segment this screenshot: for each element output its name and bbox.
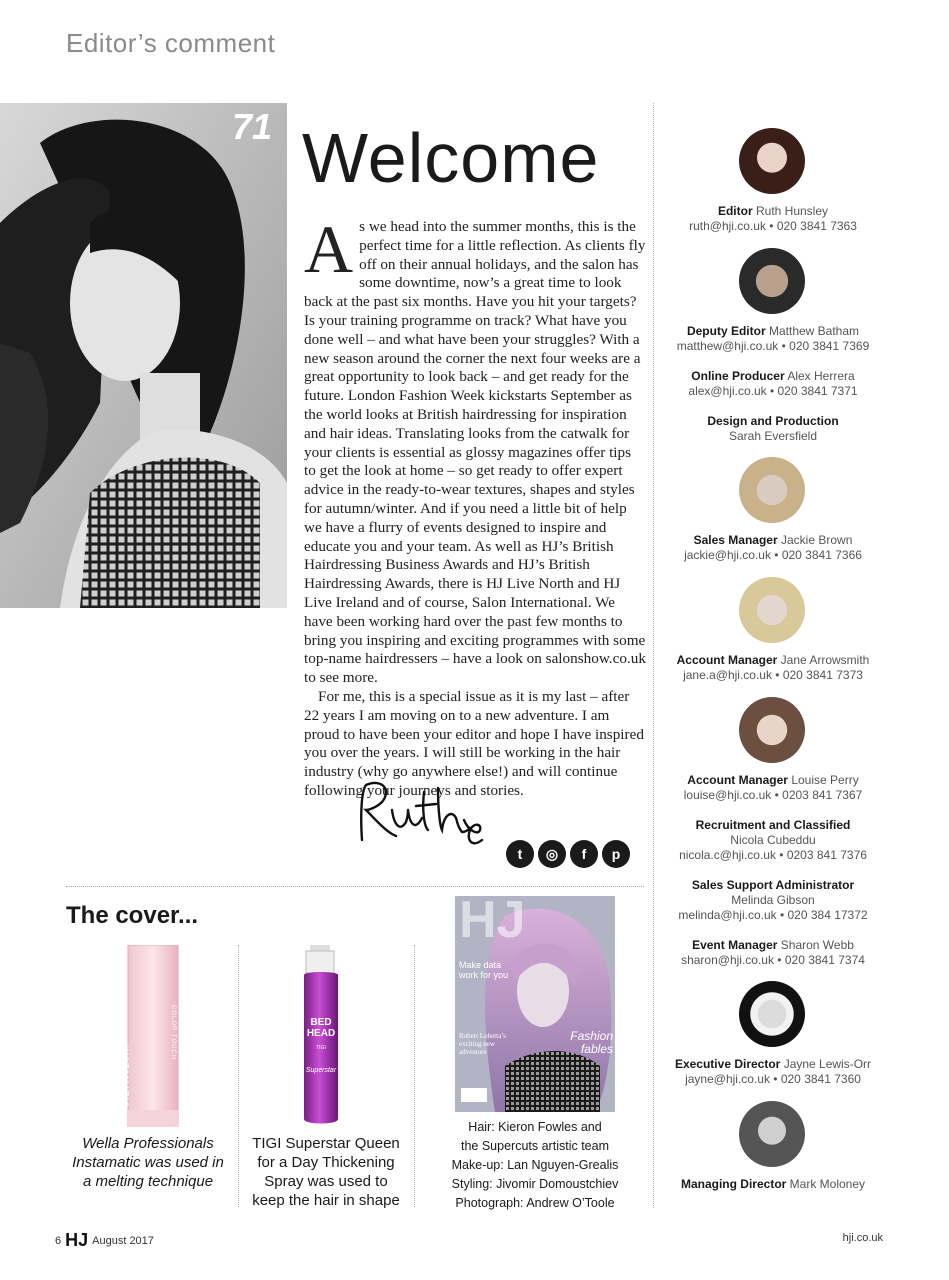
staff-entry-managing-director (663, 1177, 883, 1192)
cover-line-3: Robert Lobetta’s exciting new adventure (459, 1032, 506, 1056)
staff-avatar-executive-director (739, 981, 805, 1047)
column-divider (653, 103, 654, 1208)
staff-name: Jackie Brown (781, 533, 853, 547)
website-link[interactable]: hji.co.uk (842, 1232, 883, 1244)
staff-avatar-deputy-editor (739, 248, 805, 314)
staff-entry-event-manager (663, 938, 883, 968)
page-number: 6 (55, 1234, 62, 1247)
staff-role: Event Manager (692, 938, 778, 952)
paragraph-2: For me, this is a special issue as it is my last – after 22 years I am moving on to a new adventure. I am proud to have been your editor and hope I have inspired you over the years. I will still be working in the hair industry (why go anywhere else!) and will continue following your journeys and stories. (304, 687, 644, 799)
facebook-icon[interactable]: f (570, 840, 598, 868)
staff-entry-editor (663, 204, 883, 234)
staff-name: Alex Herrera (787, 369, 855, 383)
staff-entry-design-production (663, 414, 883, 444)
paragraph-1-text: s we head into the summer months, this is the perfect time for a little reflection. As clients fly off on their annual holidays, and the salon has some downtime, now’s a great time to look back at the past six months. Have you hit your targets? Is your training programme on track? What have you done well – and what have been your struggles? With a new season around the corner the next four weeks are a great opportunity to look back – and get ready for the future. London Fashion Week kickstarts September as the world looks at British hairdressing for inspiration and hair ideas. Translating looks from the catwalk for your clients is essential as glossy magazines offer tips to get the look at home – so get ready to offer expert advice in the ready-to-wear textures, shapes and styles for autumn/winter. And if you need a little bit of help we have a flurry of events designed to inspire and educate you and your team. As well as HJ’s British Hairdressing Business Awards and HJ’s British Hairdressing Awards, there is HJ Live North and HJ Live Ireland and of course, Salon International. We have been working hard over the past few months to bring you inspiring and exciting programmes with some top-name hairdressers – have a look on salonshow.co.uk to see more. (304, 218, 646, 687)
staff-avatar-managing-director (739, 1101, 805, 1167)
social-icons (506, 840, 630, 868)
section-label: Editor’s comment (66, 28, 276, 58)
staff-role: Managing Director (680, 1177, 787, 1191)
cover-line-1: Make data work for you (459, 960, 509, 980)
staff-contact: jackie@hji.co.uk • 020 3841 7366 (684, 548, 862, 562)
staff-name: Ruth Hunsley (755, 204, 829, 218)
staff-name: Matthew Batham (768, 324, 860, 338)
staff-contact: louise@hji.co.uk • 0203 841 7367 (683, 788, 863, 802)
staff-avatar-account-manager-1 (739, 577, 805, 643)
dropcap: A (304, 211, 354, 287)
cover-line-2: Fashion fables (570, 1029, 613, 1056)
staff-entry-deputy-editor (663, 324, 883, 354)
staff-name: Jane Arrowsmith (780, 653, 870, 667)
staff-contact: jayne@hji.co.uk • 020 3841 7360 (685, 1072, 861, 1086)
staff-avatar-sales-manager (739, 457, 805, 523)
staff-role: Recruitment and Classified (695, 818, 851, 832)
product-2-caption: TIGI Superstar Queen for a Day Thickening Spray was used to keep the hair in shape (252, 1135, 400, 1209)
credit-line: Photograph: Andrew O’Toole (455, 1196, 615, 1210)
magazine-cover (455, 896, 615, 1112)
wella-instamatic-product (120, 945, 182, 1132)
product-1-caption: Wella Professionals Instamatic was used in a melting technique (72, 1135, 224, 1190)
cover-credits (440, 1118, 630, 1213)
staff-avatar-editor (739, 128, 805, 194)
bedhead-brand: BED HEAD (306, 1017, 336, 1039)
staff-contact: melinda@hji.co.uk • 020 384 17372 (678, 908, 868, 922)
cover-heading: The cover... (66, 902, 199, 929)
staff-name: Melinda Gibson (731, 893, 815, 907)
staff-avatar-account-manager-2 (739, 697, 805, 763)
superstar-label: Superstar (305, 1067, 337, 1074)
hero-photo (0, 103, 287, 608)
credit-line: Styling: Jivomir Domoustchiev (451, 1177, 619, 1191)
article-title: Welcome (302, 119, 600, 197)
staff-name: Sharon Webb (780, 938, 854, 952)
magazine-masthead: HJ (459, 896, 526, 949)
credit-line: Make-up: Lan Nguyen-Grealis (451, 1158, 619, 1172)
staff-contact: ruth@hji.co.uk • 020 3841 7363 (689, 219, 857, 233)
staff-role: Account Manager (676, 653, 778, 667)
staff-role: Sales Support Administrator (691, 878, 855, 892)
staff-role: Editor (717, 204, 753, 218)
instagram-icon[interactable]: ◎ (538, 840, 566, 868)
issue-date: August 2017 (92, 1234, 154, 1247)
staff-entry-sales-support (663, 878, 883, 923)
tigi-superstar-product (298, 945, 344, 1132)
cover-divider-2 (414, 945, 415, 1207)
staff-name: Nicola Cubeddu (730, 833, 816, 847)
staff-role: Executive Director (674, 1057, 781, 1071)
tigi-label: TIGI (316, 1045, 326, 1051)
staff-name: Jayne Lewis-Orr (783, 1057, 872, 1071)
issue-number: 71 (232, 106, 273, 147)
staff-role: Deputy Editor (686, 324, 766, 338)
staff-name: Mark Moloney (789, 1177, 866, 1191)
section-divider (66, 886, 644, 887)
cover-divider-1 (238, 945, 239, 1207)
staff-entry-online-producer (663, 369, 883, 399)
staff-role: Design and Production (707, 414, 839, 428)
staff-role: Account Manager (687, 773, 788, 787)
page-footer (55, 1230, 154, 1251)
staff-contact: sharon@hji.co.uk • 020 3841 7374 (681, 953, 865, 967)
paragraph-1 (304, 211, 646, 688)
staff-entry-recruitment (663, 818, 883, 863)
staff-entry-sales-manager (663, 533, 883, 563)
staff-name: Louise Perry (791, 773, 859, 787)
hj-logo: HJ (65, 1230, 89, 1250)
staff-contact: jane.a@hji.co.uk • 020 3841 7373 (683, 668, 863, 682)
pinterest-icon[interactable]: p (602, 840, 630, 868)
staff-role: Online Producer (691, 369, 785, 383)
signature-graphic (352, 770, 492, 865)
twitter-icon[interactable]: t (506, 840, 534, 868)
staff-contact: nicola.c@hji.co.uk • 0203 841 7376 (679, 848, 867, 862)
color-touch-label: COLOR TOUCH (170, 1005, 176, 1061)
article-body (304, 211, 646, 801)
editor-signature (352, 770, 492, 870)
credit-line: the Supercuts artistic team (461, 1139, 609, 1153)
instamatic-label: INSTAMATIC (120, 1045, 130, 1109)
staff-entry-account-manager-1 (663, 653, 883, 683)
staff-role: Sales Manager (693, 533, 778, 547)
staff-entry-account-manager-2 (663, 773, 883, 803)
credit-line: Hair: Kieron Fowles and (468, 1120, 602, 1134)
staff-contact: alex@hji.co.uk • 020 3841 7371 (688, 384, 858, 398)
staff-entry-executive-director (663, 1057, 883, 1087)
staff-name: Sarah Eversfield (728, 429, 818, 443)
staff-contact: matthew@hji.co.uk • 020 3841 7369 (676, 339, 870, 353)
